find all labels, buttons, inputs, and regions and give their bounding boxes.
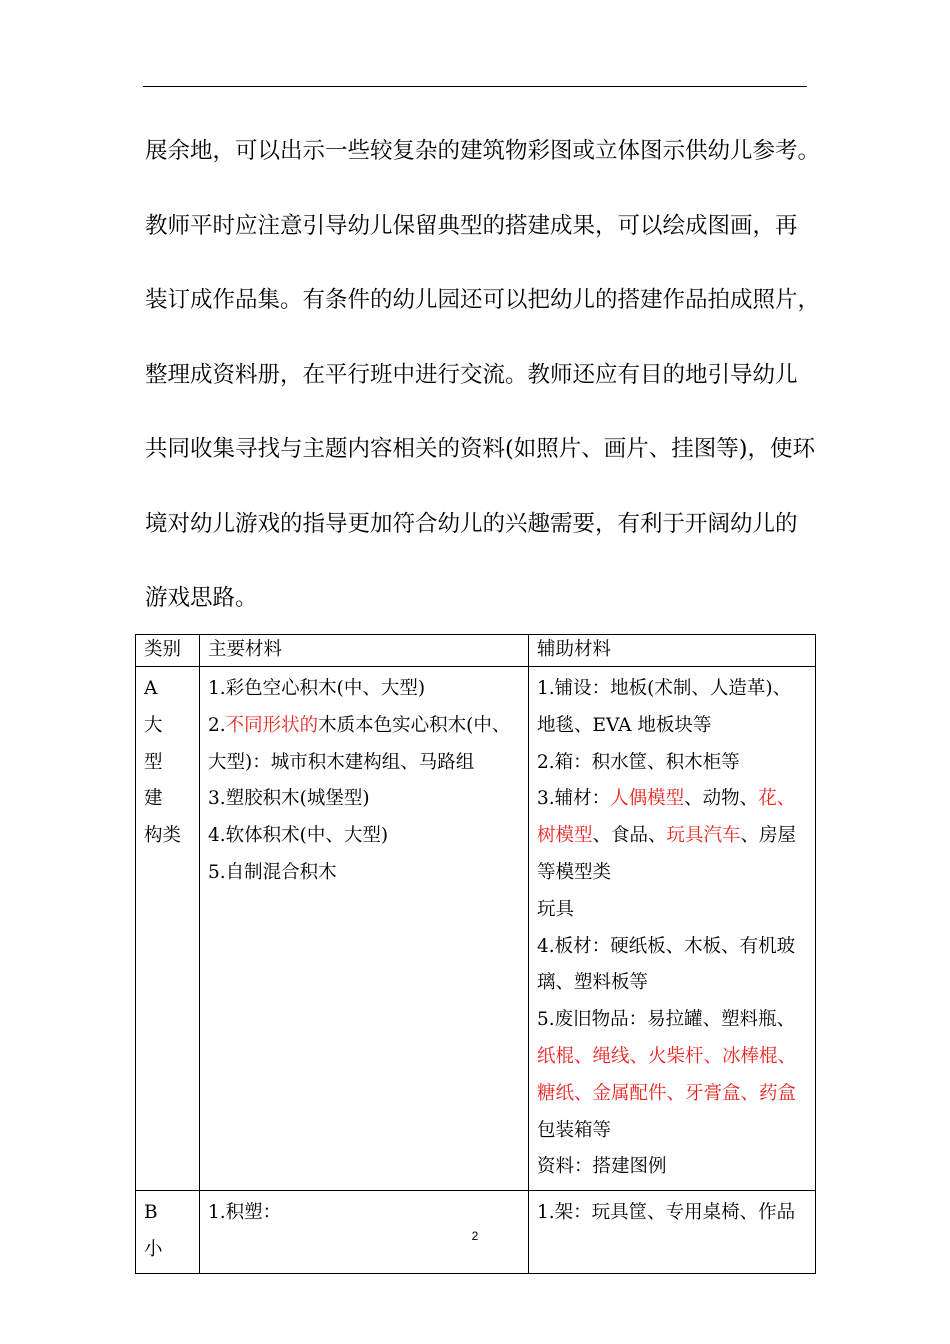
category-line: 构类	[144, 825, 182, 847]
aux-item: 4.板材：硬纸板、木板、有机玻	[537, 935, 796, 957]
page-number: 2	[471, 1229, 479, 1243]
paragraph-line: 整理成资料册，在平行班中进行交流。教师还应有目的地引导幼儿	[145, 361, 798, 388]
header-category: 类别	[136, 635, 200, 667]
paragraph-line: 教师平时应注意引导幼儿保留典型的搭建成果，可以绘成图画，再	[145, 212, 798, 239]
aux-item: 3.辅材：人偶模型、动物、花、	[537, 788, 796, 810]
category-line: A 大	[144, 678, 176, 736]
main-materials-cell-a	[200, 667, 529, 1191]
highlighted-text: 玩具汽车	[666, 825, 741, 847]
header-main-materials: 主要材料	[200, 635, 529, 667]
aux-item: 等模型类	[537, 861, 612, 883]
main-item: 4.软体积术(中、大型)	[208, 825, 389, 847]
aux-item: 地毯、EVA 地板块等	[537, 714, 712, 736]
aux-item: 树模型、食品、玩具汽车、房屋	[537, 825, 797, 847]
paragraph-line: 共同收集寻找与主题内容相关的资料(如照片、画片、挂图等)，使环	[145, 436, 816, 462]
highlighted-text: 花、	[758, 788, 796, 810]
aux-item: 1.架：玩具筐、专用桌椅、作品	[537, 1202, 796, 1224]
paragraph-line: 境对幼儿游戏的指导更加符合幼儿的兴趣需要，有利于开阔幼儿的	[145, 510, 798, 537]
table-header-row	[136, 635, 816, 667]
highlighted-text: 纸棍、绳线、火柴杆、冰棒棍、	[537, 1045, 797, 1067]
main-item: 1.彩色空心积木(中、大型)	[208, 678, 426, 699]
main-item: 大型)：城市积木建构组、马路组	[208, 751, 475, 773]
paragraph-line: 装订成作品集。有条件的幼儿园还可以把幼儿的搭建作品拍成照片，	[145, 287, 821, 313]
category-line: 型 建	[144, 751, 182, 810]
category-cell-a	[136, 667, 200, 1191]
highlighted-text: 树模型	[537, 825, 593, 847]
paragraph-line: 展余地，可以出示一些较复杂的建筑物彩图或立体图示供幼儿参考。	[145, 138, 821, 164]
main-item: 5.自制混合积木	[208, 861, 337, 883]
aux-item: 包装箱等	[537, 1119, 612, 1141]
materials-table	[135, 634, 816, 1274]
main-item: 2.不同形状的木质本色实心积木(中、	[208, 714, 511, 736]
highlighted-text: 糖纸、金属配件、牙膏盒、药盒	[537, 1082, 797, 1104]
highlighted-text: 人偶模型	[610, 788, 685, 810]
main-item: 3.塑胶积木(城堡型)	[208, 788, 370, 810]
category-line: B 小	[144, 1202, 177, 1260]
aux-item: 璃、塑料板等	[537, 972, 649, 994]
header-aux-materials: 辅助材料	[529, 635, 816, 667]
header-rule	[143, 86, 807, 87]
body-paragraph	[145, 123, 821, 645]
aux-item: 2.箱：积水筐、积木柜等	[537, 751, 740, 773]
aux-item: 玩具	[537, 898, 575, 920]
main-item: 1.积塑：	[208, 1202, 282, 1224]
aux-item: 5.废旧物品：易拉罐、塑料瓶、	[537, 1009, 796, 1031]
aux-materials-cell-a	[529, 667, 816, 1191]
paragraph-line: 游戏思路。	[145, 585, 258, 611]
highlighted-text: 不同形状的	[225, 714, 319, 736]
aux-item: 资料：搭建图例	[537, 1156, 667, 1178]
table-row-large-construction	[136, 667, 816, 1191]
aux-item: 1.铺设：地板(术制、人造革)、	[537, 678, 792, 699]
